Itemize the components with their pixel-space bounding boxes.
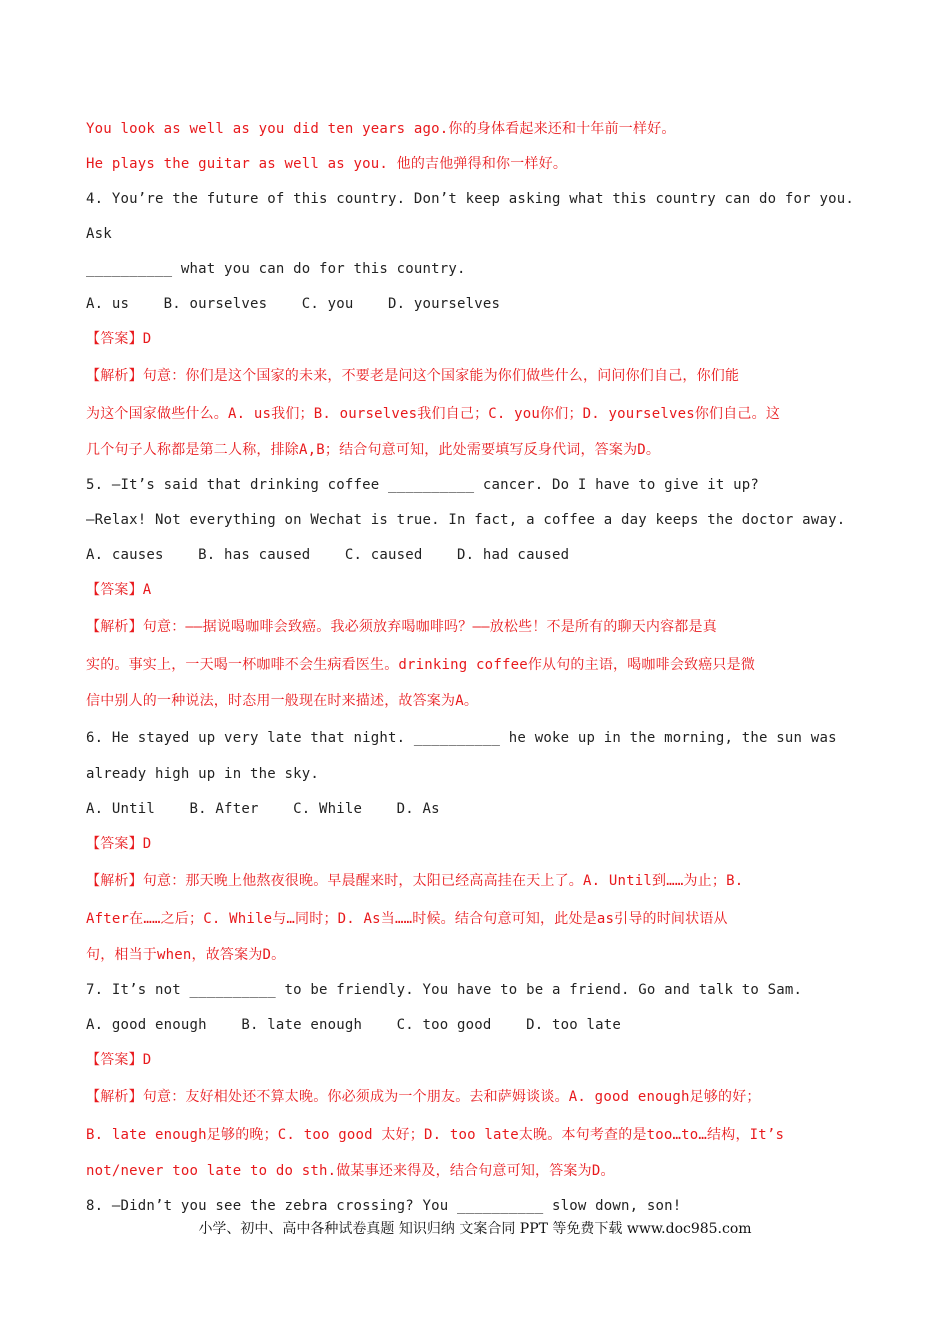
text-line: 信中别人的一种说法，时态用一般现在时来描述，故答案为A。 <box>86 693 479 709</box>
text-line: 【答案】A <box>86 582 152 598</box>
text-line: He plays the guitar as well as you. 他的吉他弹得和你一样好。 <box>86 156 568 172</box>
text-line: 几个句子人称都是第二人称，排除A,B；结合句意可知，此处需要填写反身代词，答案为D。 <box>86 442 661 458</box>
text-line: You look as well as you did ten years ago.你的身体看起来还和十年前一样好。 <box>86 121 676 137</box>
text-line: —Relax! Not everything on Wechat is true. In fact, a coffee a day keeps the doctor away. <box>86 512 846 528</box>
text-line: 【解析】句意：那天晚上他熬夜很晚。早晨醒来时，太阳已经高高挂在天上了。A. Until到……为止；B. <box>86 873 744 889</box>
text-line: A. good enough B. late enough C. too good D. too late <box>86 1017 621 1033</box>
text-line: 句，相当于when，故答案为D。 <box>86 947 286 963</box>
text-line: After在……之后；C. While与…同时；D. As当……时候。结合句意可知，此处是as引导的时间状语从 <box>86 911 728 927</box>
text-line: 【解析】句意：——据说喝咖啡会致癌。我必须放弃喝咖啡吗？——放松些！不是所有的聊天内容都是真 <box>86 619 717 635</box>
text-line: 【解析】句意：你们是这个国家的未来，不要老是问这个国家能为你们做些什么，问问你们自己，你们能 <box>86 368 740 384</box>
text-line: Ask <box>86 226 112 242</box>
text-line: 【答案】D <box>86 1052 152 1068</box>
text-line: 6. He stayed up very late that night. __________ he woke up in the morning, the sun was <box>86 730 837 746</box>
text-line: B. late enough足够的晚；C. too good 太好；D. too late太晚。本句考查的是too…to…结构，It’s <box>86 1127 785 1143</box>
text-line: 4. You’re the future of this country. Don’t keep asking what this country can do for you. <box>86 191 854 207</box>
text-line: A. causes B. has caused C. caused D. had caused <box>86 547 570 563</box>
text-line: not/never too late to do sth.做某事还来得及，结合句意可知，答案为D。 <box>86 1163 615 1179</box>
text-line: 7. It’s not __________ to be friendly. You have to be a friend. Go and talk to Sam. <box>86 982 803 998</box>
text-line: 8. —Didn’t you see the zebra crossing? You __________ slow down, son! <box>86 1198 682 1214</box>
text-line: already high up in the sky. <box>86 766 319 782</box>
text-line: 【答案】D <box>86 331 152 347</box>
document-body <box>86 112 876 1224</box>
text-line: 实的。事实上，一天喝一杯咖啡不会生病看医生。drinking coffee作从句的主语，喝咖啡会致癌只是微 <box>86 657 756 673</box>
text-line: A. us B. ourselves C. you D. yourselves <box>86 296 501 312</box>
text-line: 【解析】句意：友好相处还不算太晚。你必须成为一个朋友。去和萨姆谈谈。A. good enough足够的好； <box>86 1089 761 1105</box>
text-line: 5. —It’s said that drinking coffee __________ cancer. Do I have to give it up? <box>86 477 760 493</box>
footer-banner: 小学、初中、高中各种试卷真题 知识归纳 文案合同 PPT 等免费下载 www.doc985.com <box>198 1221 752 1237</box>
text-line: __________ what you can do for this country. <box>86 261 466 277</box>
text-line: A. Until B. After C. While D. As <box>86 801 440 817</box>
text-line: 为这个国家做些什么。A. us我们；B. ourselves我们自己；C. you你们；D. yourselves你们自己。这 <box>86 406 781 422</box>
text-line: 【答案】D <box>86 836 152 852</box>
